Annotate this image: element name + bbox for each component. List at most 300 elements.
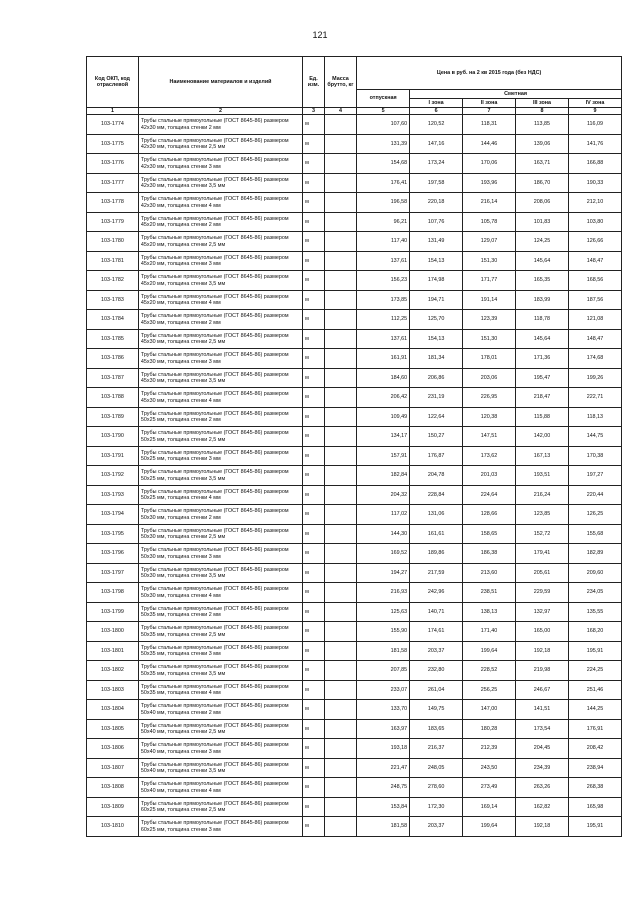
- unit-cell: м: [303, 232, 325, 252]
- zone-4-price-cell: 224,25: [568, 661, 621, 681]
- zone-2-price-cell: 228,52: [463, 661, 516, 681]
- name-cell: Трубы стальные прямоугольные (ГОСТ 8645-86) размером 42х30 мм, толщина стенки 3 мм: [138, 154, 302, 174]
- name-cell: Трубы стальные прямоугольные (ГОСТ 8645-86) размером 50х35 мм, толщина стенки 3,5 мм: [138, 661, 302, 681]
- name-cell: Трубы стальные прямоугольные (ГОСТ 8645-86) размером 50х30 мм, толщина стенки 3,5 мм: [138, 563, 302, 583]
- zone-2-price-cell: 158,65: [463, 524, 516, 544]
- zone-3-price-cell: 195,47: [516, 368, 569, 388]
- unit-cell: м: [303, 271, 325, 291]
- code-cell: 103-1784: [87, 310, 139, 330]
- name-cell: Трубы стальные прямоугольные (ГОСТ 8645-86) размером 45х20 мм, толщина стенки 2,5 мм: [138, 232, 302, 252]
- header-name: Наименование материалов и изделий: [138, 57, 302, 108]
- zone-2-price-cell: 118,31: [463, 115, 516, 135]
- name-cell: Трубы стальные прямоугольные (ГОСТ 8645-86) размером 50х25 мм, толщина стенки 2,5 мм: [138, 427, 302, 447]
- zone-2-price-cell: 171,40: [463, 622, 516, 642]
- column-number: 7: [463, 108, 516, 115]
- name-cell: Трубы стальные прямоугольные (ГОСТ 8645-86) размером 50х40 мм, толщина стенки 3,5 мм: [138, 758, 302, 778]
- column-number: 8: [516, 108, 569, 115]
- header-price-group: Цена в руб. на 2 кв 2015 года (без НДС): [357, 57, 622, 90]
- zone-1-price-cell: 206,86: [410, 368, 463, 388]
- mass-cell: [324, 427, 356, 447]
- name-cell: Трубы стальные прямоугольные (ГОСТ 8645-86) размером 45х30 мм, толщина стенки 4 мм: [138, 388, 302, 408]
- code-cell: 103-1795: [87, 524, 139, 544]
- unit-cell: м: [303, 602, 325, 622]
- zone-2-price-cell: 226,95: [463, 388, 516, 408]
- name-cell: Трубы стальные прямоугольные (ГОСТ 8645-86) размером 60х25 мм, толщина стенки 2,5 мм: [138, 797, 302, 817]
- table-row: [87, 310, 622, 330]
- mass-cell: [324, 778, 356, 798]
- zone-2-price-cell: 147,51: [463, 427, 516, 447]
- zone-4-price-cell: 199,26: [568, 368, 621, 388]
- zone-2-price-cell: 120,38: [463, 407, 516, 427]
- release-price-cell: 153,84: [357, 797, 410, 817]
- name-cell: Трубы стальные прямоугольные (ГОСТ 8645-86) размером 50х30 мм, толщина стенки 2,5 мм: [138, 524, 302, 544]
- zone-3-price-cell: 205,61: [516, 563, 569, 583]
- unit-cell: м: [303, 622, 325, 642]
- release-price-cell: 221,47: [357, 758, 410, 778]
- zone-3-price-cell: 183,99: [516, 290, 569, 310]
- zone-1-price-cell: 217,59: [410, 563, 463, 583]
- unit-cell: м: [303, 407, 325, 427]
- code-cell: 103-1779: [87, 212, 139, 232]
- name-cell: Трубы стальные прямоугольные (ГОСТ 8645-86) размером 50х40 мм, толщина стенки 4 мм: [138, 778, 302, 798]
- mass-cell: [324, 563, 356, 583]
- table-row: [87, 485, 622, 505]
- name-cell: Трубы стальные прямоугольные (ГОСТ 8645-86) размером 50х35 мм, толщина стенки 2,5 мм: [138, 622, 302, 642]
- zone-2-price-cell: 180,28: [463, 719, 516, 739]
- release-price-cell: 206,42: [357, 388, 410, 408]
- zone-4-price-cell: 208,42: [568, 739, 621, 759]
- column-number: 1: [87, 108, 139, 115]
- zone-1-price-cell: 150,27: [410, 427, 463, 447]
- release-price-cell: 144,30: [357, 524, 410, 544]
- name-cell: Трубы стальные прямоугольные (ГОСТ 8645-86) размером 45х20 мм, толщина стенки 4 мм: [138, 290, 302, 310]
- unit-cell: м: [303, 368, 325, 388]
- name-cell: Трубы стальные прямоугольные (ГОСТ 8645-86) размером 42х30 мм, толщина стенки 3,5 мм: [138, 173, 302, 193]
- mass-cell: [324, 700, 356, 720]
- zone-3-price-cell: 142,00: [516, 427, 569, 447]
- mass-cell: [324, 641, 356, 661]
- zone-1-price-cell: 228,84: [410, 485, 463, 505]
- table-row: [87, 290, 622, 310]
- table-row: [87, 700, 622, 720]
- table-row: [87, 251, 622, 271]
- zone-1-price-cell: 107,76: [410, 212, 463, 232]
- zone-2-price-cell: 213,60: [463, 563, 516, 583]
- release-price-cell: 184,60: [357, 368, 410, 388]
- zone-1-price-cell: 197,58: [410, 173, 463, 193]
- zone-2-price-cell: 216,14: [463, 193, 516, 213]
- name-cell: Трубы стальные прямоугольные (ГОСТ 8645-86) размером 50х30 мм, толщина стенки 3 мм: [138, 544, 302, 564]
- column-number: 5: [357, 108, 410, 115]
- unit-cell: м: [303, 505, 325, 525]
- code-cell: 103-1805: [87, 719, 139, 739]
- price-table: [86, 56, 622, 837]
- zone-1-price-cell: 161,61: [410, 524, 463, 544]
- code-cell: 103-1780: [87, 232, 139, 252]
- name-cell: Трубы стальные прямоугольные (ГОСТ 8645-86) размером 60х25 мм, толщина стенки 3 мм: [138, 817, 302, 837]
- zone-3-price-cell: 141,51: [516, 700, 569, 720]
- release-price-cell: 176,41: [357, 173, 410, 193]
- zone-2-price-cell: 243,50: [463, 758, 516, 778]
- zone-4-price-cell: 182,89: [568, 544, 621, 564]
- zone-2-price-cell: 123,39: [463, 310, 516, 330]
- mass-cell: [324, 310, 356, 330]
- zone-2-price-cell: 256,25: [463, 680, 516, 700]
- release-price-cell: 204,32: [357, 485, 410, 505]
- zone-3-price-cell: 101,83: [516, 212, 569, 232]
- zone-1-price-cell: 261,04: [410, 680, 463, 700]
- mass-cell: [324, 524, 356, 544]
- name-cell: Трубы стальные прямоугольные (ГОСТ 8645-86) размером 45х20 мм, толщина стенки 3,5 мм: [138, 271, 302, 291]
- unit-cell: м: [303, 466, 325, 486]
- zone-4-price-cell: 170,38: [568, 446, 621, 466]
- mass-cell: [324, 739, 356, 759]
- zone-4-price-cell: 197,27: [568, 466, 621, 486]
- zone-4-price-cell: 220,44: [568, 485, 621, 505]
- mass-cell: [324, 817, 356, 837]
- mass-cell: [324, 797, 356, 817]
- zone-3-price-cell: 208,06: [516, 193, 569, 213]
- release-price-cell: 196,58: [357, 193, 410, 213]
- zone-2-price-cell: 203,06: [463, 368, 516, 388]
- mass-cell: [324, 446, 356, 466]
- table-row: [87, 271, 622, 291]
- unit-cell: м: [303, 154, 325, 174]
- header-zone-3: III зона: [516, 99, 569, 108]
- name-cell: Трубы стальные прямоугольные (ГОСТ 8645-86) размером 42х30 мм, толщина стенки 2 мм: [138, 115, 302, 135]
- unit-cell: м: [303, 251, 325, 271]
- zone-4-price-cell: 209,60: [568, 563, 621, 583]
- unit-cell: м: [303, 193, 325, 213]
- table-row: [87, 427, 622, 447]
- release-price-cell: 163,97: [357, 719, 410, 739]
- column-number-row: [87, 108, 622, 115]
- name-cell: Трубы стальные прямоугольные (ГОСТ 8645-86) размером 50х35 мм, толщина стенки 4 мм: [138, 680, 302, 700]
- table-row: [87, 817, 622, 837]
- zone-4-price-cell: 126,66: [568, 232, 621, 252]
- mass-cell: [324, 173, 356, 193]
- header-zone-1: I зона: [410, 99, 463, 108]
- table-row: [87, 680, 622, 700]
- zone-1-price-cell: 154,13: [410, 329, 463, 349]
- code-cell: 103-1802: [87, 661, 139, 681]
- code-cell: 103-1776: [87, 154, 139, 174]
- code-cell: 103-1785: [87, 329, 139, 349]
- zone-2-price-cell: 193,96: [463, 173, 516, 193]
- zone-2-price-cell: 178,01: [463, 349, 516, 369]
- table-row: [87, 212, 622, 232]
- mass-cell: [324, 661, 356, 681]
- code-cell: 103-1801: [87, 641, 139, 661]
- code-cell: 103-1809: [87, 797, 139, 817]
- zone-3-price-cell: 167,13: [516, 446, 569, 466]
- zone-2-price-cell: 151,30: [463, 329, 516, 349]
- header-code: Код ОКП, код отраслевой: [87, 57, 139, 108]
- zone-1-price-cell: 154,13: [410, 251, 463, 271]
- table-row: [87, 115, 622, 135]
- code-cell: 103-1778: [87, 193, 139, 213]
- zone-4-price-cell: 195,91: [568, 817, 621, 837]
- page-number: 121: [312, 30, 328, 40]
- mass-cell: [324, 466, 356, 486]
- zone-1-price-cell: 147,16: [410, 134, 463, 154]
- zone-3-price-cell: 145,64: [516, 329, 569, 349]
- unit-cell: м: [303, 661, 325, 681]
- name-cell: Трубы стальные прямоугольные (ГОСТ 8645-86) размером 42х30 мм, толщина стенки 4 мм: [138, 193, 302, 213]
- mass-cell: [324, 290, 356, 310]
- code-cell: 103-1806: [87, 739, 139, 759]
- zone-4-price-cell: 144,75: [568, 427, 621, 447]
- unit-cell: м: [303, 563, 325, 583]
- release-price-cell: 157,91: [357, 446, 410, 466]
- zone-1-price-cell: 174,98: [410, 271, 463, 291]
- table-row: [87, 388, 622, 408]
- table-row: [87, 329, 622, 349]
- mass-cell: [324, 193, 356, 213]
- zone-4-price-cell: 116,09: [568, 115, 621, 135]
- zone-3-price-cell: 219,98: [516, 661, 569, 681]
- table-row: [87, 466, 622, 486]
- name-cell: Трубы стальные прямоугольные (ГОСТ 8645-86) размером 42х30 мм, толщина стенки 2,5 мм: [138, 134, 302, 154]
- zone-2-price-cell: 169,14: [463, 797, 516, 817]
- mass-cell: [324, 134, 356, 154]
- zone-1-price-cell: 125,70: [410, 310, 463, 330]
- zone-2-price-cell: 171,77: [463, 271, 516, 291]
- zone-2-price-cell: 173,62: [463, 446, 516, 466]
- code-cell: 103-1790: [87, 427, 139, 447]
- name-cell: Трубы стальные прямоугольные (ГОСТ 8645-86) размером 50х40 мм, толщина стенки 2 мм: [138, 700, 302, 720]
- code-cell: 103-1797: [87, 563, 139, 583]
- zone-4-price-cell: 121,08: [568, 310, 621, 330]
- zone-1-price-cell: 131,49: [410, 232, 463, 252]
- unit-cell: м: [303, 641, 325, 661]
- name-cell: Трубы стальные прямоугольные (ГОСТ 8645-86) размером 50х40 мм, толщина стенки 2,5 мм: [138, 719, 302, 739]
- zone-3-price-cell: 124,25: [516, 232, 569, 252]
- table-row: [87, 602, 622, 622]
- table-row: [87, 563, 622, 583]
- zone-4-price-cell: 187,56: [568, 290, 621, 310]
- unit-cell: м: [303, 173, 325, 193]
- release-price-cell: 96,21: [357, 212, 410, 232]
- name-cell: Трубы стальные прямоугольные (ГОСТ 8645-86) размером 50х40 мм, толщина стенки 3 мм: [138, 739, 302, 759]
- code-cell: 103-1792: [87, 466, 139, 486]
- name-cell: Трубы стальные прямоугольные (ГОСТ 8645-86) размером 45х20 мм, толщина стенки 2 мм: [138, 212, 302, 232]
- zone-3-price-cell: 204,45: [516, 739, 569, 759]
- unit-cell: м: [303, 134, 325, 154]
- unit-cell: м: [303, 310, 325, 330]
- zone-2-price-cell: 186,38: [463, 544, 516, 564]
- release-price-cell: 233,07: [357, 680, 410, 700]
- name-cell: Трубы стальные прямоугольные (ГОСТ 8645-86) размером 50х25 мм, толщина стенки 3 мм: [138, 446, 302, 466]
- name-cell: Трубы стальные прямоугольные (ГОСТ 8645-86) размером 50х25 мм, толщина стенки 4 мм: [138, 485, 302, 505]
- table-row: [87, 719, 622, 739]
- zone-2-price-cell: 199,64: [463, 641, 516, 661]
- unit-cell: м: [303, 115, 325, 135]
- code-cell: 103-1786: [87, 349, 139, 369]
- code-cell: 103-1810: [87, 817, 139, 837]
- unit-cell: м: [303, 817, 325, 837]
- mass-cell: [324, 388, 356, 408]
- mass-cell: [324, 583, 356, 603]
- zone-4-price-cell: 222,71: [568, 388, 621, 408]
- zone-3-price-cell: 118,78: [516, 310, 569, 330]
- unit-cell: м: [303, 212, 325, 232]
- unit-cell: м: [303, 778, 325, 798]
- mass-cell: [324, 602, 356, 622]
- zone-4-price-cell: 166,88: [568, 154, 621, 174]
- release-price-cell: 109,49: [357, 407, 410, 427]
- code-cell: 103-1787: [87, 368, 139, 388]
- zone-2-price-cell: 129,07: [463, 232, 516, 252]
- zone-2-price-cell: 191,14: [463, 290, 516, 310]
- release-price-cell: 173,85: [357, 290, 410, 310]
- code-cell: 103-1803: [87, 680, 139, 700]
- zone-4-price-cell: 212,10: [568, 193, 621, 213]
- table-row: [87, 368, 622, 388]
- zone-2-price-cell: 147,00: [463, 700, 516, 720]
- mass-cell: [324, 232, 356, 252]
- code-cell: 103-1796: [87, 544, 139, 564]
- column-number: 3: [303, 108, 325, 115]
- release-price-cell: 181,58: [357, 817, 410, 837]
- header-mass: Масса брутто, кг: [324, 57, 356, 108]
- release-price-cell: 156,23: [357, 271, 410, 291]
- name-cell: Трубы стальные прямоугольные (ГОСТ 8645-86) размером 45х30 мм, толщина стенки 2,5 мм: [138, 329, 302, 349]
- table-row: [87, 154, 622, 174]
- zone-1-price-cell: 232,80: [410, 661, 463, 681]
- mass-cell: [324, 544, 356, 564]
- zone-3-price-cell: 165,00: [516, 622, 569, 642]
- zone-4-price-cell: 103,80: [568, 212, 621, 232]
- table-row: [87, 739, 622, 759]
- zone-1-price-cell: 194,71: [410, 290, 463, 310]
- zone-4-price-cell: 238,94: [568, 758, 621, 778]
- zone-4-price-cell: 135,55: [568, 602, 621, 622]
- table-row: [87, 797, 622, 817]
- name-cell: Трубы стальные прямоугольные (ГОСТ 8645-86) размером 45х30 мм, толщина стенки 3 мм: [138, 349, 302, 369]
- column-number: 4: [324, 108, 356, 115]
- zone-1-price-cell: 172,30: [410, 797, 463, 817]
- name-cell: Трубы стальные прямоугольные (ГОСТ 8645-86) размером 50х35 мм, толщина стенки 2 мм: [138, 602, 302, 622]
- unit-cell: м: [303, 719, 325, 739]
- table-row: [87, 349, 622, 369]
- unit-cell: м: [303, 290, 325, 310]
- code-cell: 103-1783: [87, 290, 139, 310]
- table-row: [87, 661, 622, 681]
- release-price-cell: 161,91: [357, 349, 410, 369]
- zone-3-price-cell: 163,71: [516, 154, 569, 174]
- unit-cell: м: [303, 797, 325, 817]
- zone-1-price-cell: 220,18: [410, 193, 463, 213]
- release-price-cell: 154,68: [357, 154, 410, 174]
- mass-cell: [324, 115, 356, 135]
- zone-4-price-cell: 148,47: [568, 329, 621, 349]
- unit-cell: м: [303, 700, 325, 720]
- zone-2-price-cell: 170,06: [463, 154, 516, 174]
- zone-3-price-cell: 179,41: [516, 544, 569, 564]
- release-price-cell: 137,61: [357, 251, 410, 271]
- header-zone-4: IV зона: [568, 99, 621, 108]
- release-price-cell: 169,52: [357, 544, 410, 564]
- release-price-cell: 248,75: [357, 778, 410, 798]
- table-row: [87, 173, 622, 193]
- zone-4-price-cell: 174,68: [568, 349, 621, 369]
- release-price-cell: 181,58: [357, 641, 410, 661]
- zone-4-price-cell: 195,91: [568, 641, 621, 661]
- mass-cell: [324, 349, 356, 369]
- zone-4-price-cell: 118,13: [568, 407, 621, 427]
- release-price-cell: 107,60: [357, 115, 410, 135]
- zone-1-price-cell: 231,19: [410, 388, 463, 408]
- unit-cell: м: [303, 329, 325, 349]
- zone-3-price-cell: 186,70: [516, 173, 569, 193]
- unit-cell: м: [303, 544, 325, 564]
- table-body: [87, 115, 622, 837]
- zone-1-price-cell: 216,37: [410, 739, 463, 759]
- zone-1-price-cell: 131,06: [410, 505, 463, 525]
- zone-2-price-cell: 128,66: [463, 505, 516, 525]
- mass-cell: [324, 719, 356, 739]
- code-cell: 103-1775: [87, 134, 139, 154]
- zone-3-price-cell: 192,18: [516, 641, 569, 661]
- zone-3-price-cell: 115,88: [516, 407, 569, 427]
- zone-2-price-cell: 151,30: [463, 251, 516, 271]
- unit-cell: м: [303, 349, 325, 369]
- zone-3-price-cell: 171,36: [516, 349, 569, 369]
- name-cell: Трубы стальные прямоугольные (ГОСТ 8645-86) размером 50х35 мм, толщина стенки 3 мм: [138, 641, 302, 661]
- column-number: 2: [138, 108, 302, 115]
- zone-3-price-cell: 246,67: [516, 680, 569, 700]
- table-row: [87, 446, 622, 466]
- zone-1-price-cell: 278,60: [410, 778, 463, 798]
- zone-2-price-cell: 238,51: [463, 583, 516, 603]
- mass-cell: [324, 271, 356, 291]
- table-row: [87, 505, 622, 525]
- code-cell: 103-1781: [87, 251, 139, 271]
- zone-4-price-cell: 148,47: [568, 251, 621, 271]
- zone-3-price-cell: 263,26: [516, 778, 569, 798]
- mass-cell: [324, 329, 356, 349]
- zone-3-price-cell: 193,51: [516, 466, 569, 486]
- zone-3-price-cell: 218,47: [516, 388, 569, 408]
- code-cell: 103-1788: [87, 388, 139, 408]
- unit-cell: м: [303, 446, 325, 466]
- header-release-price: отпускная: [357, 90, 410, 108]
- mass-cell: [324, 505, 356, 525]
- zone-4-price-cell: 268,38: [568, 778, 621, 798]
- release-price-cell: 137,61: [357, 329, 410, 349]
- zone-3-price-cell: 229,59: [516, 583, 569, 603]
- code-cell: 103-1794: [87, 505, 139, 525]
- mass-cell: [324, 622, 356, 642]
- zone-3-price-cell: 132,97: [516, 602, 569, 622]
- zone-3-price-cell: 123,85: [516, 505, 569, 525]
- table-row: [87, 524, 622, 544]
- release-price-cell: 131,39: [357, 134, 410, 154]
- table-row: [87, 407, 622, 427]
- zone-1-price-cell: 181,34: [410, 349, 463, 369]
- zone-2-price-cell: 273,49: [463, 778, 516, 798]
- zone-3-price-cell: 145,64: [516, 251, 569, 271]
- zone-1-price-cell: 173,24: [410, 154, 463, 174]
- zone-1-price-cell: 176,87: [410, 446, 463, 466]
- name-cell: Трубы стальные прямоугольные (ГОСТ 8645-86) размером 50х25 мм, толщина стенки 2 мм: [138, 407, 302, 427]
- zone-2-price-cell: 212,39: [463, 739, 516, 759]
- zone-2-price-cell: 105,78: [463, 212, 516, 232]
- zone-4-price-cell: 251,46: [568, 680, 621, 700]
- zone-1-price-cell: 140,71: [410, 602, 463, 622]
- zone-3-price-cell: 192,18: [516, 817, 569, 837]
